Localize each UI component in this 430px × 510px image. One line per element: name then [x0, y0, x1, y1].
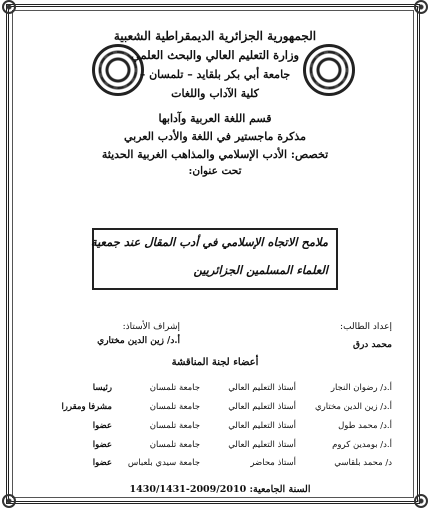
- member-name: د/ محمد بلقاسي: [334, 458, 392, 468]
- under-title-label: تحت عنوان:: [188, 165, 242, 177]
- member-rank: أستاذ محاضر: [250, 458, 296, 468]
- supervision-label: إشراف الأستاذ:: [122, 322, 180, 332]
- academic-year: السنة الجامعية: 2009/2010-1430/1431: [129, 484, 311, 495]
- member-name: أ.د/ زين الدين مختاري: [315, 402, 392, 412]
- corner-ornament-icon: [2, 0, 16, 14]
- student-name: محمد درق: [352, 340, 392, 350]
- university-heading: جامعة أبي بكر بلقايد – تلمسان –: [139, 68, 291, 81]
- member-name: أ.د/ بومدين كروم: [332, 440, 392, 450]
- member-rank: أستاذ التعليم العالي: [228, 383, 296, 393]
- member-university: جامعة سيدي بلعباس: [127, 458, 200, 468]
- member-rank: أستاذ التعليم العالي: [228, 421, 296, 431]
- committee-row: [36, 422, 392, 436]
- member-role: رئيسا: [92, 383, 112, 393]
- committee-row: [36, 403, 392, 417]
- member-role: عضوا: [92, 421, 112, 431]
- thesis-title-box: [92, 228, 338, 290]
- prepared-by-label: إعداد الطالب:: [340, 322, 392, 332]
- memoir-type: مذكرة ماجستير في اللغة والأدب العربي: [123, 130, 307, 143]
- member-role: عضوا: [92, 458, 112, 468]
- member-rank: أستاذ التعليم العالي: [228, 440, 296, 450]
- supervisor-name: أ.د/ زين الدين مختاري: [97, 336, 180, 346]
- thesis-title-line-2: العلماء المسلمين الجزائريين: [193, 262, 328, 277]
- member-university: جامعة تلمسان: [149, 383, 200, 393]
- department-heading: قسم اللغة العربية وآدابها: [158, 112, 272, 125]
- specialty: تخصص: الأدب الإسلامي والمذاهب الغربية الحديثة: [101, 148, 329, 161]
- thesis-title-line-1: ملامح الاتجاه الإسلامي في أدب المقال عند جمعية: [90, 235, 328, 249]
- member-university: جامعة تلمسان: [149, 421, 200, 431]
- committee-heading: أعضاء لجنة المناقشة: [171, 357, 259, 368]
- corner-ornament-icon: [414, 494, 428, 508]
- committee-row: [36, 441, 392, 455]
- member-rank: أستاذ التعليم العالي: [228, 402, 296, 412]
- republic-heading: الجمهورية الجزائرية الديمقراطية الشعبية: [113, 29, 317, 43]
- committee-row: [36, 384, 392, 398]
- member-role: مشرفا ومقررا: [61, 402, 112, 412]
- member-university: جامعة تلمسان: [149, 440, 200, 450]
- member-university: جامعة تلمسان: [149, 402, 200, 412]
- ministry-heading: وزارة التعليم العالي والبحث العلمي: [130, 48, 300, 62]
- member-role: عضوا: [92, 440, 112, 450]
- committee-row: [36, 459, 392, 473]
- corner-ornament-icon: [414, 0, 428, 14]
- member-name: أ.د/ محمد طول: [338, 421, 392, 431]
- faculty-heading: كلية الآداب واللغات: [171, 87, 259, 100]
- corner-ornament-icon: [2, 494, 16, 508]
- member-name: أ.د/ رضوان النجار: [330, 383, 392, 393]
